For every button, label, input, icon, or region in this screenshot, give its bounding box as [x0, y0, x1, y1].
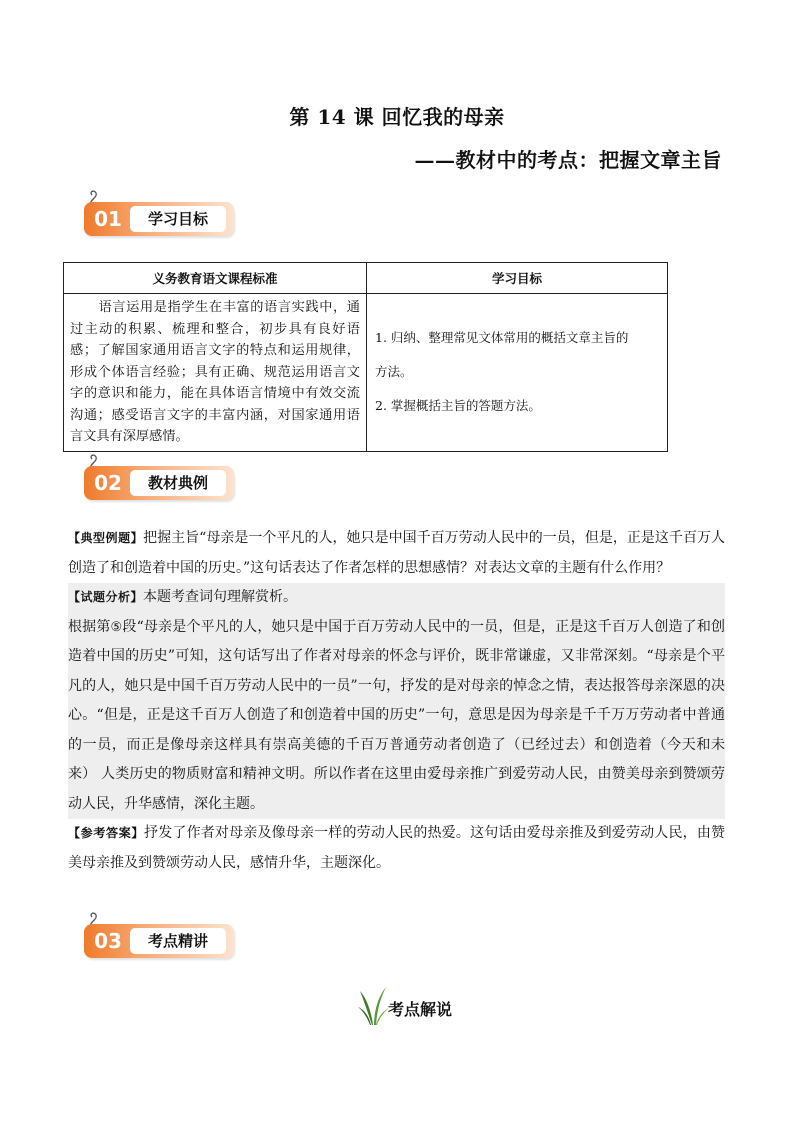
- example-text: 把握主旨“母亲是一个平凡的人，她只是中国千百万劳动人民中的一员，但是，正是这千百万人创造了和创造着中国的历史。”这句话表达了作者怎样的思想感情？对表达文章的主题有什么作用？: [68, 530, 725, 576]
- section-label: 学习目标: [130, 206, 226, 232]
- table-header-standard: 义务教育语文课程标准: [64, 263, 367, 294]
- table-header-row: [64, 263, 668, 294]
- section-01-badge: [82, 188, 242, 252]
- objective-line: 1. 归纳、整理常见文体常用的概括文章主旨的: [375, 330, 629, 346]
- answer-paragraph: [68, 819, 725, 878]
- circled-number: ⑤: [110, 619, 123, 635]
- kaodian-heading-text: 考点解说: [388, 1000, 453, 1019]
- analysis-text: 段“母亲是个平凡的人，她只是中国于百万劳动人民中的一员，但是，正是这千百万人创造了和创造着中国的历史”可知，这句话写出了作者对母亲的怀念与评价，既非常谦虚，又非常深刻。“母亲是个平凡的人，她只是中国千百万劳动人民中的一员”一句，抒发的是对母亲的悼念之情，表达报答母亲深恩的决心。“但是，正是这千百万人创造了和创造着中国的历史”一句，意思是因为母亲是千千万万劳动者中普通的一员，而正是像母亲这样具有崇高美德的千百万普通劳动者创造了（已经过去）和创造着（今天和未来） 人类历史的物质财富和精神文明。所以作者在这里由爱母亲推广到爱劳动人民，由赞美母亲到赞颂劳动人民，升华感情，深化主题。: [68, 618, 726, 812]
- table-header-objectives: 学习目标: [367, 263, 668, 294]
- analysis-tag: 【试题分析】: [68, 590, 144, 604]
- kaodian-heading: [358, 983, 478, 1027]
- section-02-badge: [82, 452, 242, 516]
- page-title: 第 14 课 回忆我的母亲: [289, 105, 505, 129]
- answer-tag: 【参考答案】: [68, 826, 145, 840]
- section-03-badge: [82, 910, 242, 974]
- analysis-block: [68, 583, 725, 819]
- section-number: 01: [94, 207, 122, 231]
- objectives-cell: [367, 294, 668, 452]
- analysis-intro-text: 本题考查词句理解赏析。: [143, 589, 298, 605]
- example-tag: 【典型例题】: [68, 531, 144, 545]
- page-subtitle: ——教材中的考点：把握文章主旨: [414, 148, 722, 172]
- answer-text: 抒发了作者对母亲及像母亲一样的劳动人民的热爱。这句话由爱母亲推及到爱劳动人民，由赞美母亲推及到赞颂劳动人民，感情升华，主题深化。: [68, 825, 725, 871]
- standard-text: 语言运用是指学生在丰富的语言实践中，通过主动的积累、梳理和整合，初步具有良好语感；了解国家通用语言文字的特点和运用规律，形成个体语言经验；具有正确、规范运用语言文字的意识和能力，能在具体语言情境中有效交流沟通；感受语言文字的丰富内涵，对国家通用语言文具有深厚感情。: [70, 300, 360, 444]
- learning-goals-table: [63, 262, 668, 452]
- objective-line: 方法。: [375, 364, 413, 380]
- section-number: 02: [94, 471, 122, 495]
- analysis-intro: [68, 583, 725, 613]
- analysis-text: 根据第: [68, 618, 111, 635]
- objective-line: 2. 掌握概括主旨的答题方法。: [375, 398, 541, 414]
- section-label: 考点精讲: [130, 928, 226, 954]
- section-label: 教材典例: [130, 470, 226, 496]
- example-content: [68, 524, 725, 878]
- standard-cell: [64, 294, 367, 452]
- grass-icon: [358, 983, 390, 1027]
- table-row: [64, 294, 668, 452]
- section-number: 03: [94, 929, 122, 953]
- analysis-paragraph: [68, 613, 725, 820]
- example-paragraph: [68, 524, 725, 583]
